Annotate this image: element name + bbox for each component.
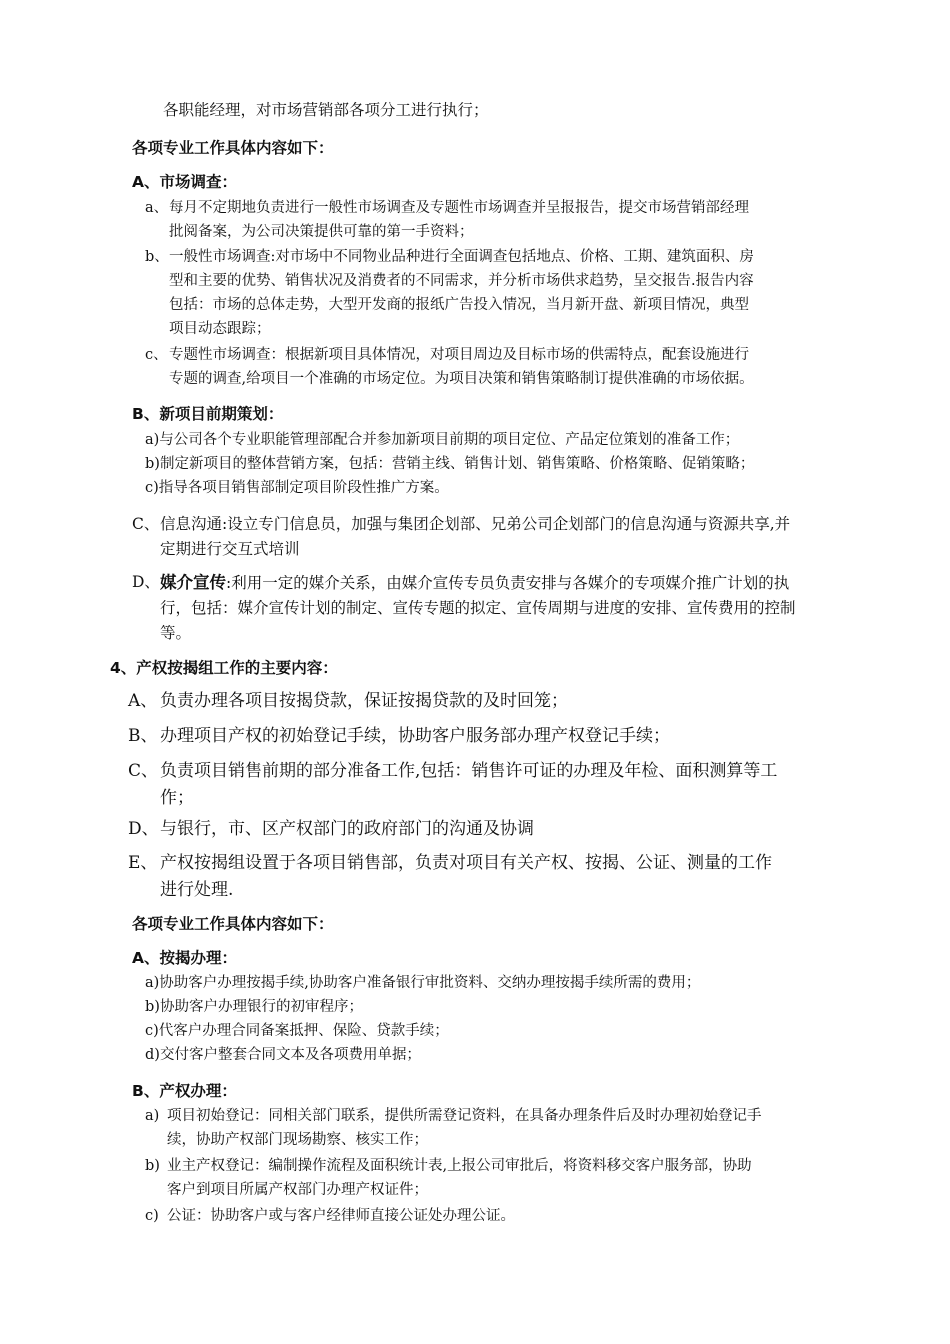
item-marker: b、: [145, 249, 169, 265]
item-marker: C、: [128, 761, 159, 781]
section4-item-e: [128, 850, 868, 904]
item-line: 公证：协助客户或与客户经律师直接公证处办理公证。: [167, 1208, 515, 1224]
subsection-title-property: B、产权办理：: [132, 1082, 237, 1100]
item-line: 专题的调查,给项目一个准确的市场定位。为项目决策和销售策略制订提供准确的市场依据。: [169, 371, 754, 387]
item-marker: a): [145, 1108, 160, 1124]
list-item-b: [145, 245, 865, 341]
item-marker: D、: [132, 573, 160, 591]
property-item-c: [145, 1204, 865, 1228]
item-line: 进行处理.: [160, 880, 234, 900]
line-text: :利用一定的媒介关系，由媒介宣传专员负责安排与各媒介的专项媒介推广计划的执: [226, 574, 790, 592]
item-line: 专题性市场调查：根据新项目具体情况，对项目周边及目标市场的供需特点，配套设施进行: [169, 347, 749, 363]
section4-subheading: 各项专业工作具体内容如下：: [132, 915, 334, 933]
item-marker: c): [145, 1208, 159, 1224]
item-line: 产权按揭组设置于各项目销售部，负责对项目有关产权、按揭、公证、测量的工作: [160, 853, 772, 873]
subsection-b-list: [145, 428, 754, 500]
property-item-a: [145, 1104, 865, 1152]
list-item: d)交付客户整套合同文本及各项费用单据；: [145, 1047, 421, 1063]
subsection-mortgage-list: [145, 971, 700, 1067]
item-line: 项目动态跟踪；: [169, 321, 271, 337]
item-line: 续，协助产权部门现场勘察、核实工作；: [167, 1132, 428, 1148]
item-marker: B、: [128, 726, 158, 746]
list-item: b)协助客户办理银行的初审程序；: [145, 999, 363, 1015]
subsection-a-title: A、市场调查：: [132, 173, 237, 191]
item-line: 业主产权登记：编制操作流程及面积统计表,上报公司审批后，将资料移交客户服务部，协助: [167, 1158, 752, 1174]
section4-item-c: [128, 758, 868, 812]
item-line: 信息沟通:设立专门信息员，加强与集团企划部、兄弟公司企划部门的信息沟通与资源共享,并: [160, 515, 791, 533]
section4-item-a: [128, 688, 868, 715]
item-line: 负责办理各项目按揭贷款，保证按揭贷款的及时回笼；: [160, 691, 568, 711]
item-marker: E、: [128, 853, 158, 873]
item-line: 定期进行交互式培训: [160, 540, 300, 558]
item-line: 包括：市场的总体走势，大型开发商的报纸广告投入情况，当月新开盘、新项目情况，典型: [169, 297, 749, 313]
subsection-b-title: B、新项目前期策划：: [132, 405, 284, 423]
item-line: 一般性市场调查:对市场中不同物业品种进行全面调查包括地点、价格、工期、建筑面积、房: [169, 249, 754, 265]
subsection-mortgage-title: A、按揭办理：: [132, 949, 237, 967]
subsection-c: [132, 512, 867, 562]
property-item-b: [145, 1154, 865, 1202]
item-marker: a、: [145, 200, 169, 216]
item-line: 办理项目产权的初始登记手续，协助客户服务部办理产权登记手续；: [160, 726, 670, 746]
item-line: 负责项目销售前期的部分准备工作,包括：销售许可证的办理及年检、面积测算等工: [160, 761, 778, 781]
item-marker: A、: [128, 691, 158, 711]
item-line: 批阅备案，为公司决策提供可靠的第一手资料；: [169, 224, 474, 240]
section-heading: 各项专业工作具体内容如下：: [132, 139, 334, 157]
item-marker: b): [145, 1158, 160, 1174]
subsection-d: [132, 570, 867, 646]
intro-line: [163, 98, 489, 123]
list-item-a: [145, 196, 865, 244]
list-item: c)代客户办理合同备案抵押、保险、贷款手续；: [145, 1023, 449, 1039]
list-item-c: [145, 343, 865, 391]
item-line: 等。: [160, 624, 192, 642]
list-item: b)制定新项目的整体营销方案，包括：营销主线、销售计划、销售策略、价格策略、促销策略；: [145, 456, 755, 472]
section4-item-d: [128, 816, 868, 843]
intro-text: 各职能经理，对市场营销部各项分工进行执行；: [163, 101, 489, 119]
item-marker: C、: [132, 515, 160, 533]
item-line: 客户到项目所属产权部门办理产权证件；: [167, 1182, 428, 1198]
item-line: 与银行，市、区产权部门的政府部门的沟通及协调: [160, 819, 534, 839]
item-line: [160, 570, 867, 596]
list-item: a)协助客户办理按揭手续,协助客户准备银行审批资料、交纳办理按揭手续所需的费用；: [145, 975, 701, 991]
section4-heading: 4、产权按揭组工作的主要内容：: [110, 659, 338, 677]
list-item: a)与公司各个专业职能管理部配合并参加新项目前期的项目定位、产品定位策划的准备工作；: [145, 432, 740, 448]
item-line: 型和主要的优势、销售状况及消费者的不同需求，并分析市场供求趋势，呈交报告.报告内容: [169, 273, 754, 289]
item-line: 项目初始登记：同相关部门联系，提供所需登记资料，在具备办理条件后及时办理初始登记手: [167, 1108, 762, 1124]
item-marker: c、: [145, 347, 168, 363]
item-line: 行，包括：媒介宣传计划的制定、宣传专题的拟定、宣传周期与进度的安排、宣传费用的控制: [160, 599, 796, 617]
list-item: c)指导各项目销售部制定项目阶段性推广方案。: [145, 480, 449, 496]
bold-term: 媒介宣传: [160, 573, 226, 592]
section4-item-b: [128, 723, 868, 750]
item-marker: D、: [128, 819, 159, 839]
item-line: 作；: [160, 788, 194, 808]
item-line: 每月不定期地负责进行一般性市场调查及专题性市场调查并呈报报告，提交市场营销部经理: [169, 200, 749, 216]
